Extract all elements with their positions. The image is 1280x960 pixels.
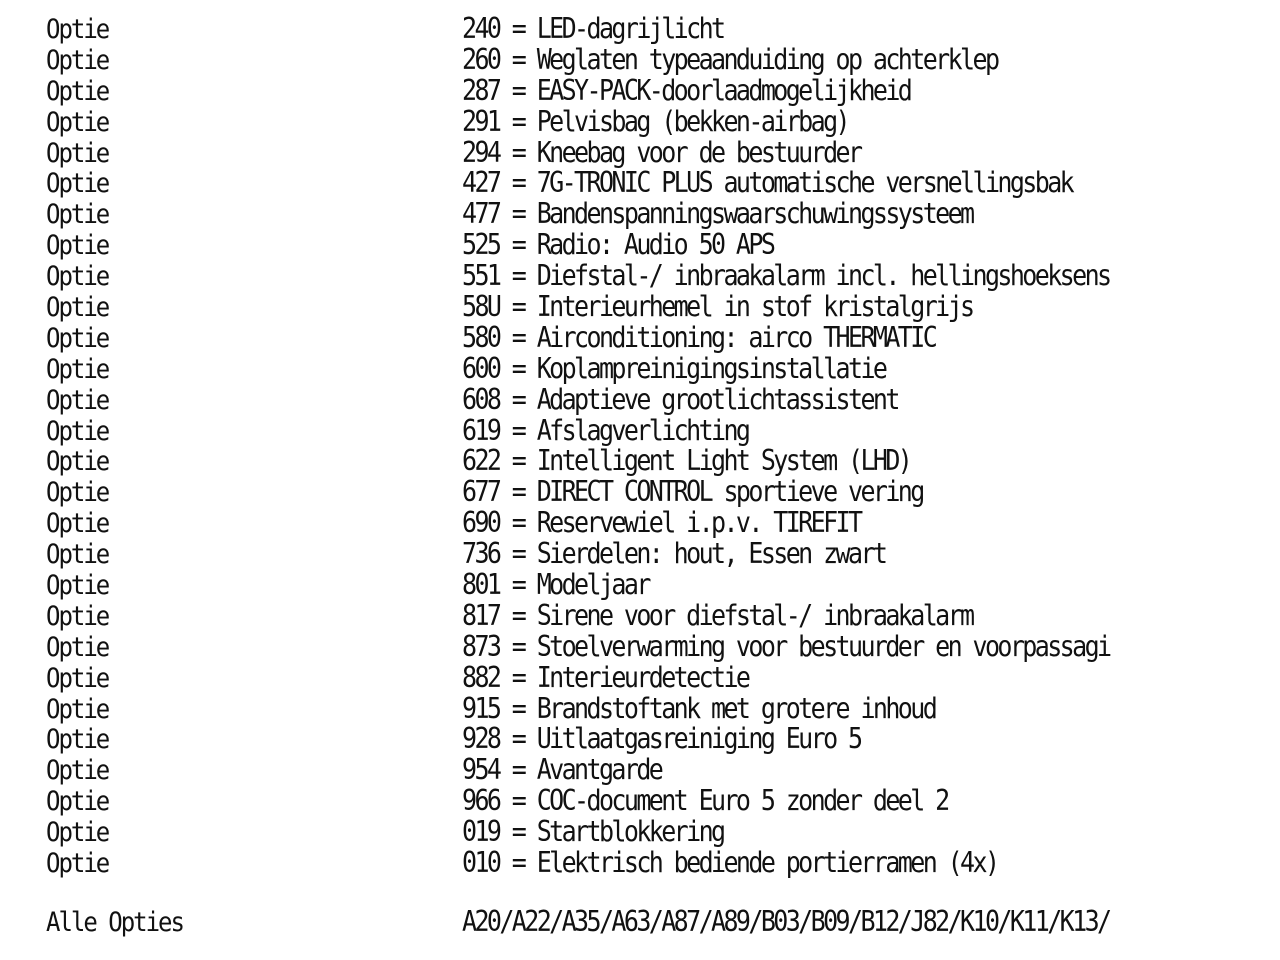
- option-row: [46, 477, 1266, 508]
- option-value: 010 = Elektrisch bediende portierramen (4x): [462, 845, 998, 879]
- option-row: [46, 755, 1266, 786]
- option-row: [46, 382, 1266, 416]
- option-value: 619 = Afslagverlichting: [462, 413, 749, 447]
- option-row: [46, 258, 1266, 293]
- option-row: [46, 289, 1266, 323]
- option-value: 966 = COC-document Euro 5 zonder deel 2: [462, 784, 948, 818]
- option-label: Optie: [46, 291, 109, 323]
- option-value: 427 = 7G-TRONIC PLUS automatische versnellingsbak: [462, 166, 1073, 200]
- option-row: [46, 536, 1266, 571]
- option-row: [46, 786, 1266, 817]
- option-row: [46, 691, 1266, 725]
- option-row: [46, 199, 1266, 230]
- option-value: 600 = Koplampreinigingsinstallatie: [462, 351, 886, 385]
- option-label: Optie: [46, 414, 109, 447]
- option-label: Optie: [46, 75, 109, 107]
- option-label: Optie: [46, 661, 109, 694]
- option-label: Optie: [46, 476, 109, 508]
- option-value: 260 = Weglaten typeaanduiding op achterklep: [462, 42, 998, 76]
- option-value: 817 = Sirene voor diefstal-/ inbraakalarm: [462, 598, 973, 632]
- option-value: 477 = Bandenspanningswaarschuwingssysteem: [462, 197, 973, 231]
- option-row: [46, 168, 1266, 199]
- option-value: 873 = Stoelverwarming voor bestuurder en voorpassagi: [462, 629, 1110, 663]
- option-value: 622 = Intelligent Light System (LHD): [462, 444, 911, 478]
- option-label: Optie: [46, 847, 109, 879]
- option-row: [46, 724, 1266, 755]
- option-label: Optie: [46, 198, 109, 230]
- option-label: Optie: [46, 692, 109, 725]
- option-value: 291 = Pelvisbag (bekken-airbag): [462, 104, 848, 138]
- option-row: [46, 660, 1266, 694]
- option-value: 915 = Brandstoftank met grotere inhoud: [462, 691, 936, 725]
- option-row: [46, 73, 1266, 107]
- option-row: [46, 413, 1266, 447]
- option-row: [46, 629, 1266, 663]
- option-label: Optie: [46, 816, 109, 848]
- option-value: 677 = DIRECT CONTROL sportieve vering: [462, 475, 923, 509]
- option-value: 525 = Radio: Audio 50 APS: [462, 228, 774, 262]
- option-row: [46, 567, 1266, 601]
- option-row: [46, 845, 1266, 879]
- option-label: Optie: [46, 507, 109, 539]
- option-label: Optie: [46, 229, 109, 261]
- option-label: Optie: [46, 322, 109, 354]
- option-row: [46, 446, 1266, 477]
- option-label: Optie: [46, 785, 109, 817]
- option-label: Optie: [46, 260, 109, 292]
- option-value: 294 = Kneebag voor de bestuurder: [462, 135, 861, 169]
- option-row: [46, 135, 1266, 169]
- option-label: Optie: [46, 600, 109, 632]
- all-options-label: Alle Opties: [46, 906, 183, 938]
- option-row: [46, 508, 1266, 539]
- option-value: 801 = Modeljaar: [462, 567, 649, 601]
- option-label: Optie: [46, 569, 109, 601]
- option-label: Optie: [46, 723, 109, 756]
- option-label: Optie: [46, 383, 109, 416]
- option-list: [46, 11, 1266, 879]
- option-value: 240 = LED-dagrijlicht: [462, 11, 724, 45]
- option-row: [46, 320, 1266, 354]
- option-row: [46, 42, 1266, 76]
- option-value: 736 = Sierdelen: hout, Essen zwart: [462, 536, 886, 571]
- option-label: Optie: [46, 13, 109, 45]
- all-options-value: A20/A22/A35/A63/A87/A89/B03/B09/B12/J82/K10/K11/K13/: [462, 904, 1110, 938]
- option-value: 928 = Uitlaatgasreiniging Euro 5: [462, 722, 861, 756]
- option-value: 954 = Avantgarde: [462, 753, 662, 787]
- option-row: [46, 814, 1266, 849]
- option-label: Optie: [46, 167, 109, 200]
- option-value: 882 = Interieurdetectie: [462, 660, 749, 694]
- option-label: Optie: [46, 631, 109, 663]
- option-value: 580 = Airconditioning: airco THERMATIC: [462, 320, 936, 354]
- option-value: 551 = Diefstal-/ inbraakalarm incl. hellingshoeksens: [462, 258, 1110, 293]
- option-label: Optie: [46, 105, 109, 138]
- option-label: Optie: [46, 445, 109, 478]
- option-value: 608 = Adaptieve grootlichtassistent: [462, 382, 898, 416]
- option-row: [46, 351, 1266, 385]
- option-label: Optie: [46, 754, 109, 787]
- option-label: Optie: [46, 353, 109, 385]
- all-options-row: [46, 906, 1266, 938]
- option-value: 690 = Reservewiel i.p.v. TIREFIT: [462, 506, 861, 540]
- option-label: Optie: [46, 44, 109, 76]
- option-row: [46, 11, 1266, 45]
- option-value: 58U = Interieurhemel in stof kristalgrijs: [462, 289, 973, 323]
- option-row: [46, 104, 1266, 138]
- option-label: Optie: [46, 136, 109, 169]
- option-row: [46, 598, 1266, 632]
- option-value: 019 = Startblokkering: [462, 814, 724, 849]
- option-row: [46, 230, 1266, 261]
- option-value: 287 = EASY-PACK-doorlaadmogelijkheid: [462, 73, 911, 107]
- option-label: Optie: [46, 538, 109, 570]
